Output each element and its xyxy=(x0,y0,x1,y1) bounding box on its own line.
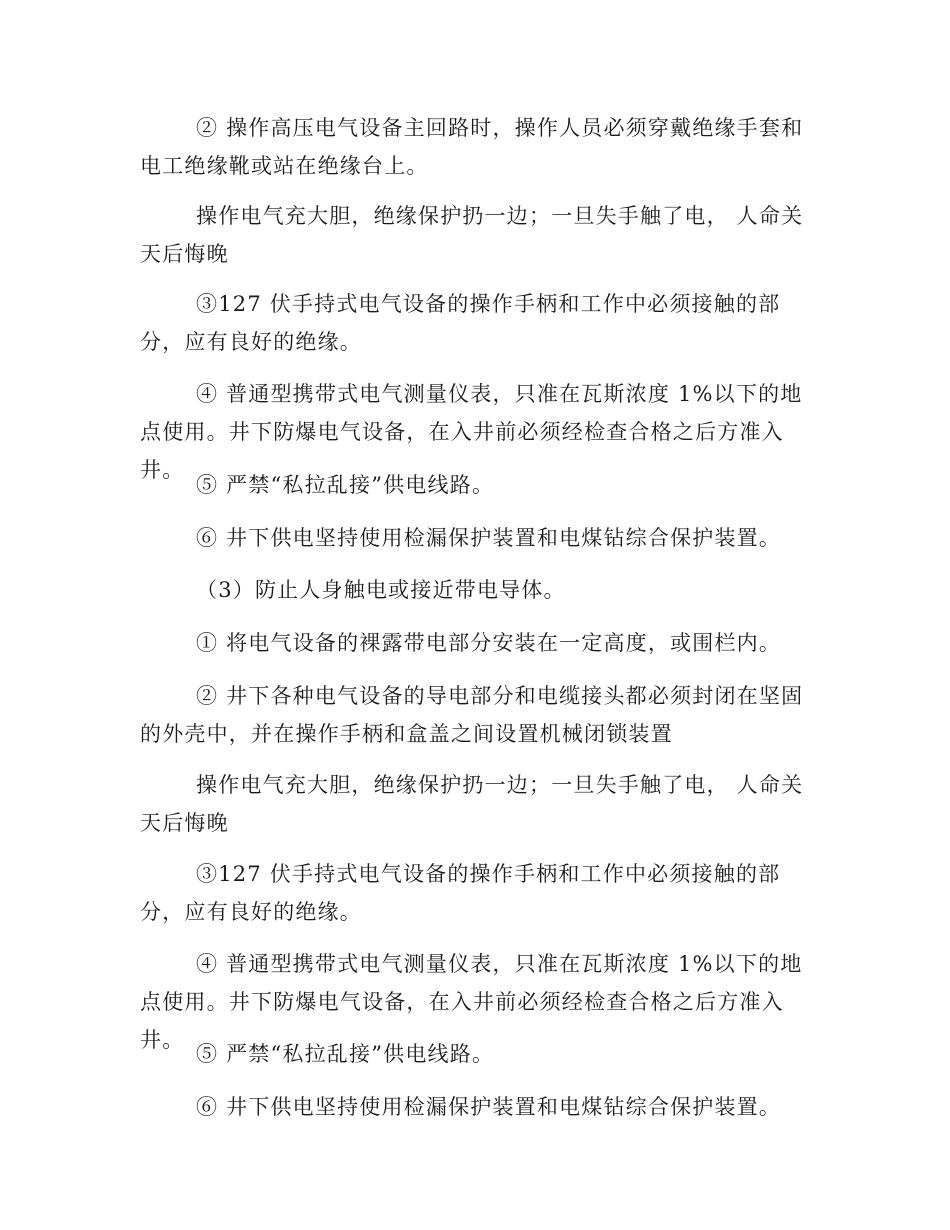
paragraph-127v-insulation-repeat: ③127 伏手持式电气设备的操作手柄和工作中必须接触的部分，应有良好的绝缘。 xyxy=(140,862,781,924)
paragraph-leakage-protection: ⑥ 井下供电坚持使用检漏保护装置和电煤钻综合保护装置。 xyxy=(196,526,782,550)
paragraph-enclosure-interlock: ② 井下各种电气设备的导电部分和电缆接头都必须封闭在坚固的外壳中，并在操作手柄和盒盖之间设置机械闭锁装置 xyxy=(140,684,804,746)
paragraph-measuring-instrument: ④ 普通型携带式电气测量仪表，只准在瓦斯浓度 1%以下的地点使用。井下防爆电气设备，在入井前必须经检查合格之后方准入井。 xyxy=(140,382,803,482)
paragraph-no-private-wiring: ⑤ 严禁“私拉乱接”供电线路。 xyxy=(196,473,495,497)
paragraph-live-parts-height: ① 将电气设备的裸露带电部分安装在一定高度，或围栏内。 xyxy=(196,631,782,655)
paragraph-section-3-heading: （3）防止人身触电或接近带电导体。 xyxy=(196,578,566,602)
paragraph-operate-high-voltage: ② 操作高压电气设备主回路时，操作人员必须穿戴绝缘手套和电工绝缘靴或站在绝缘台上。 xyxy=(140,116,804,178)
paragraph-safety-slogan: 操作电气充大胆，绝缘保护扔一边；一旦失手触了电， 人命关天后悔晚 xyxy=(140,204,804,266)
paragraph-measuring-instrument-repeat: ④ 普通型携带式电气测量仪表，只准在瓦斯浓度 1%以下的地点使用。井下防爆电气设备，在入井前必须经检查合格之后方准入井。 xyxy=(140,952,803,1052)
paragraph-no-private-wiring-repeat: ⑤ 严禁“私拉乱接”供电线路。 xyxy=(196,1042,495,1066)
paragraph-safety-slogan-repeat: 操作电气充大胆，绝缘保护扔一边；一旦失手触了电， 人命关天后悔晚 xyxy=(140,773,804,835)
paragraph-leakage-protection-repeat: ⑥ 井下供电坚持使用检漏保护装置和电煤钻综合保护装置。 xyxy=(196,1095,782,1119)
paragraph-127v-insulation: ③127 伏手持式电气设备的操作手柄和工作中必须接触的部分，应有良好的绝缘。 xyxy=(140,292,781,354)
